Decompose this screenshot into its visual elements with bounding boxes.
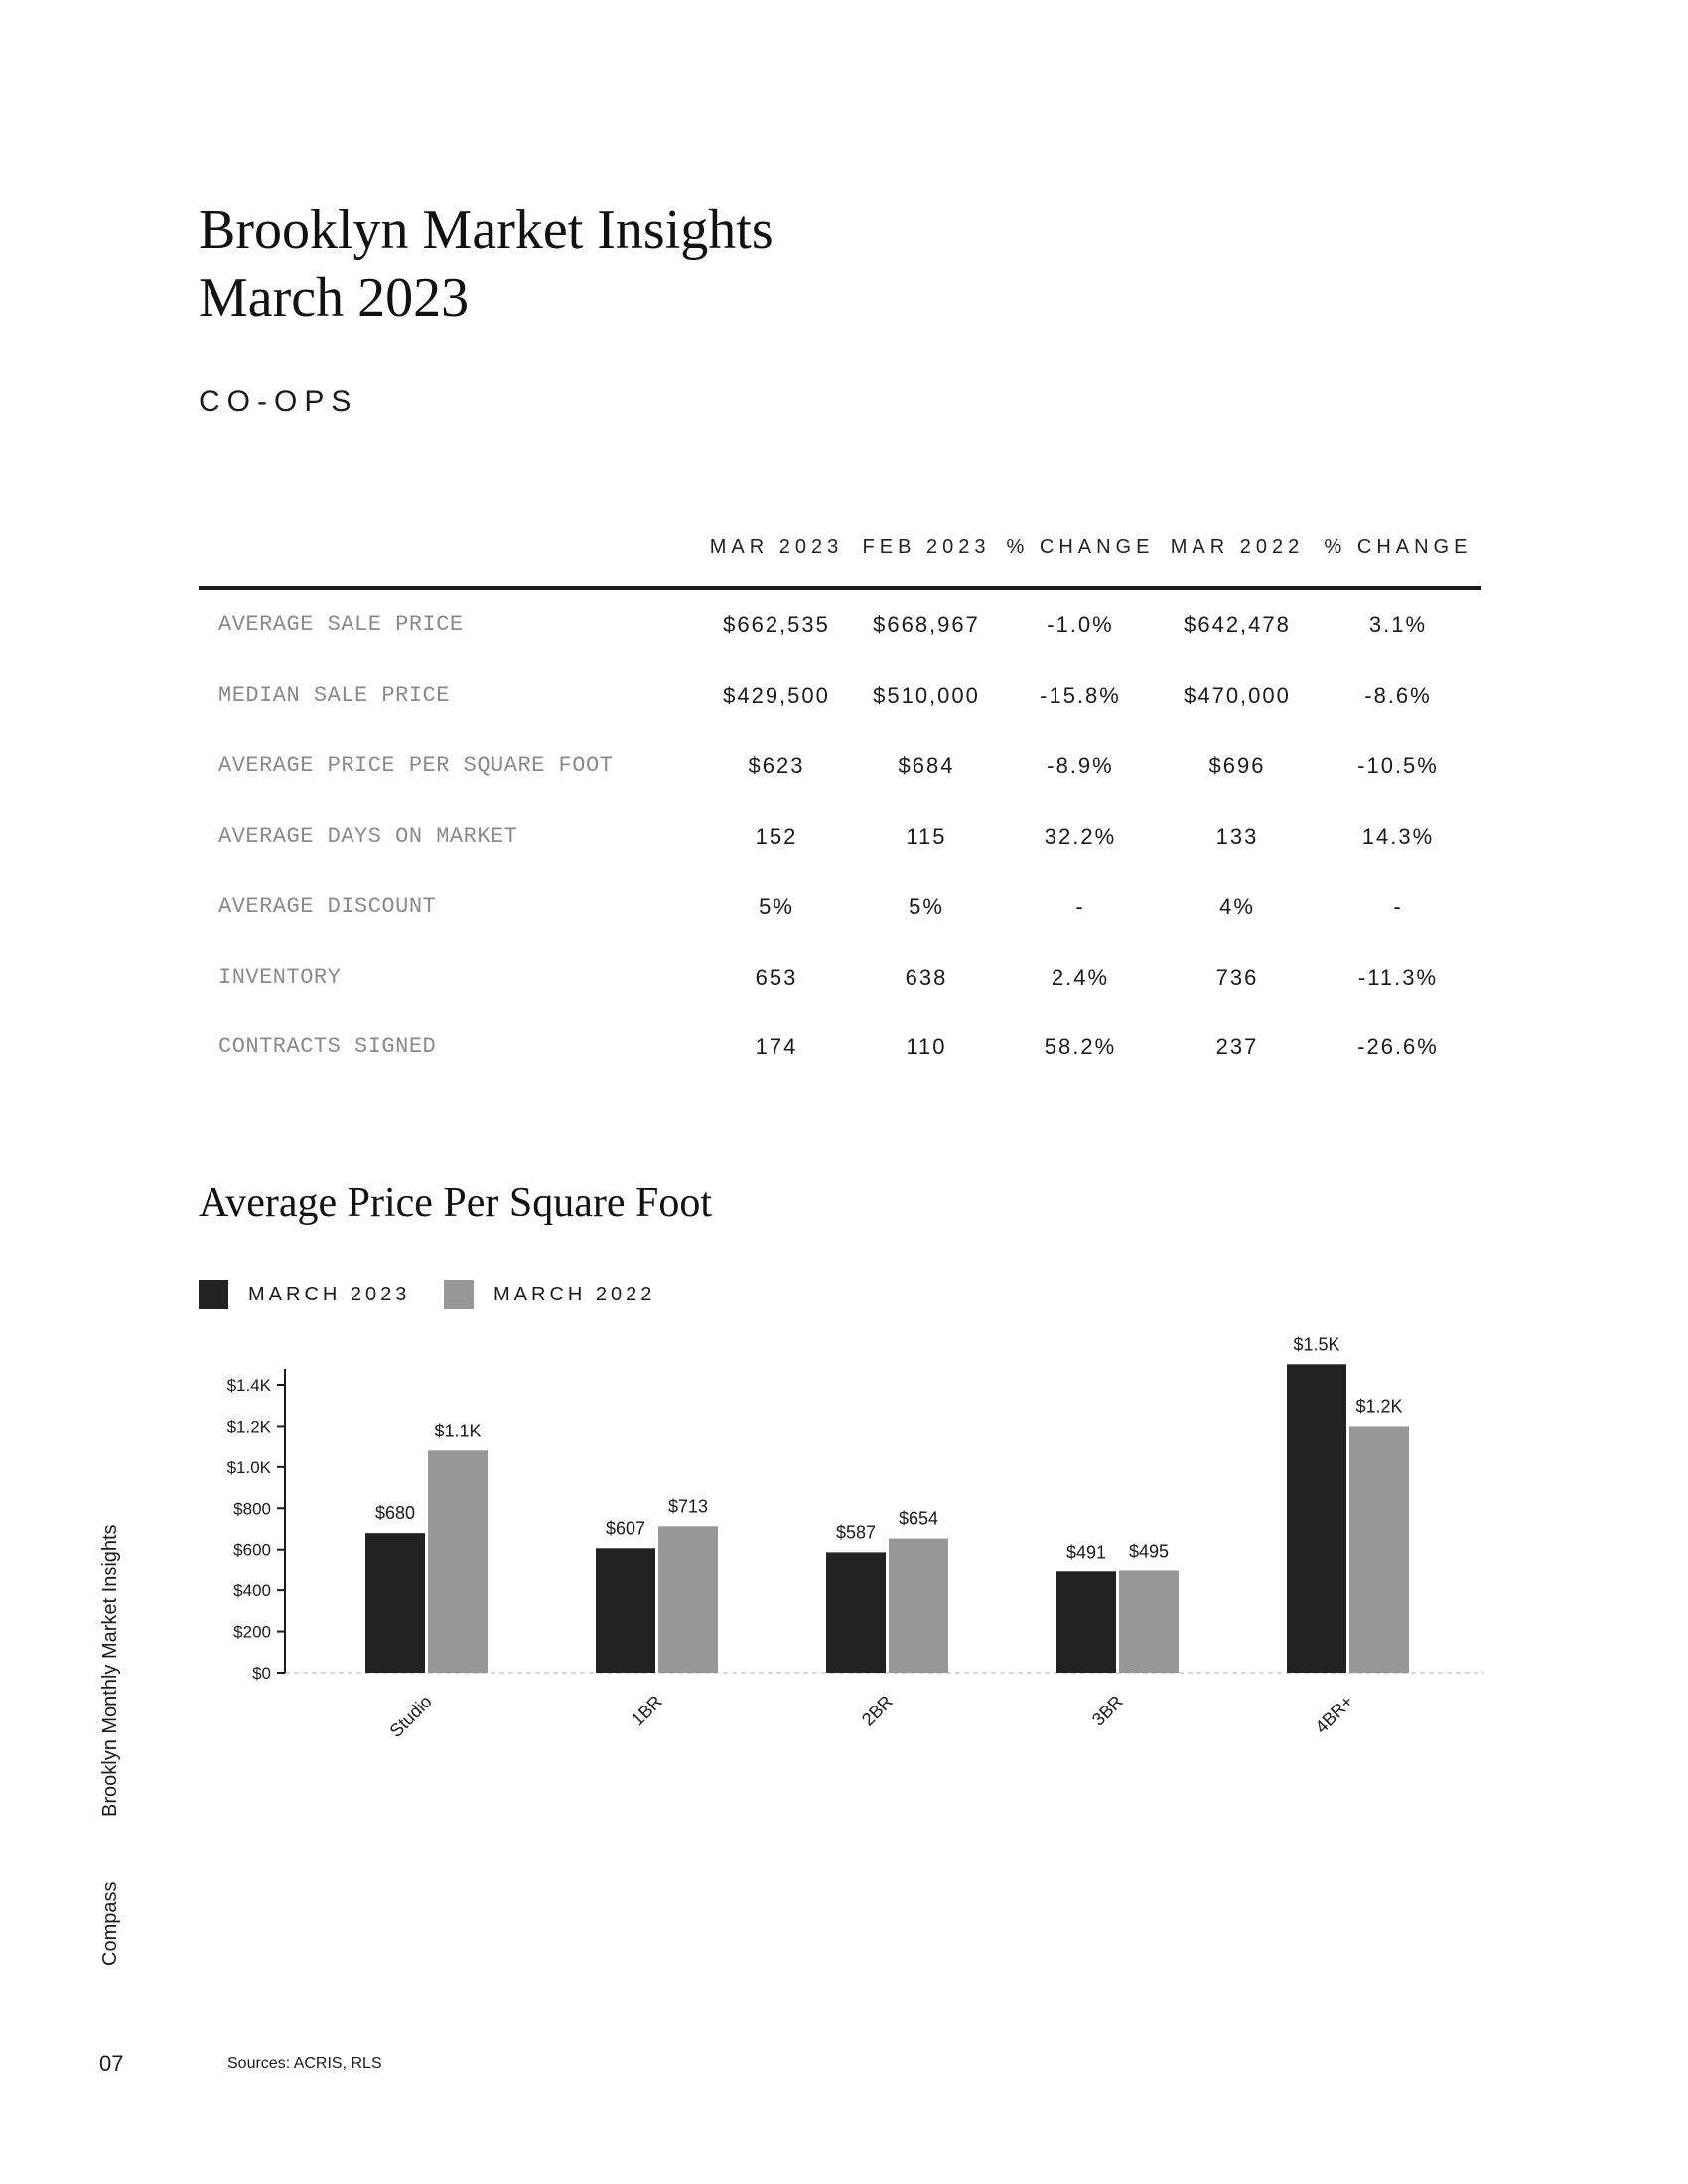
cell: 174 [755, 1034, 798, 1059]
x-category-label: 1BR [627, 1691, 666, 1730]
table-row [0, 965, 1688, 1005]
table-row [0, 1034, 1688, 1074]
side-brand: Compass [99, 1881, 121, 1966]
cell: 2.4% [1051, 965, 1110, 990]
sources-note: Sources: ACRIS, RLS [227, 2055, 382, 2072]
row-label: AVERAGE DISCOUNT [218, 894, 437, 919]
cell: -8.6% [1364, 683, 1432, 708]
cell: -26.6% [1357, 1034, 1439, 1059]
y-tick-label: $800 [233, 1499, 271, 1519]
bar-value-label: $1.5K [1293, 1334, 1340, 1355]
bar-value-label: $1.2K [1355, 1396, 1403, 1417]
page-title [199, 197, 774, 332]
table-row [0, 613, 1688, 652]
bar-value-label: $654 [898, 1508, 939, 1529]
cell: 653 [755, 965, 798, 990]
bar-value-label: $713 [667, 1496, 709, 1517]
cell: -11.3% [1357, 965, 1439, 990]
row-label: AVERAGE PRICE PER SQUARE FOOT [218, 753, 614, 778]
table-row [0, 753, 1688, 793]
cell: -1.0% [1047, 613, 1114, 637]
column-header-mar-2022: MAR 2022 [1170, 536, 1305, 558]
column-header-change-year: % CHANGE [1324, 536, 1473, 558]
cell: 5% [759, 894, 794, 919]
table-header-rule [199, 586, 1481, 590]
cell: 115 [906, 824, 947, 849]
table-header [0, 536, 1688, 576]
bar [1287, 1364, 1346, 1673]
bar [658, 1526, 718, 1673]
y-tick-label: $1.4K [226, 1376, 271, 1395]
cell: - [1393, 894, 1403, 919]
bar-value-label: $495 [1128, 1541, 1170, 1562]
table-row [0, 824, 1688, 864]
y-tick-label: $1.0K [226, 1457, 271, 1477]
page-number: 07 [99, 2051, 124, 2076]
y-tick-label: $600 [233, 1540, 271, 1560]
legend-label: MARCH 2022 [493, 1283, 656, 1305]
cell: 14.3% [1361, 824, 1435, 849]
cell: $429,500 [723, 683, 830, 708]
x-category-label: 2BR [857, 1691, 897, 1730]
section-label: CO-OPS [199, 385, 358, 418]
cell: $623 [748, 753, 805, 778]
cell: 5% [909, 894, 944, 919]
row-label: AVERAGE SALE PRICE [218, 613, 464, 637]
legend-label: MARCH 2023 [248, 1283, 411, 1305]
cell: 58.2% [1044, 1034, 1117, 1059]
chart-title: Average Price Per Square Foot [199, 1180, 713, 1226]
cell: $470,000 [1184, 683, 1291, 708]
bar-value-label: $680 [374, 1503, 416, 1524]
bar [826, 1552, 886, 1673]
cell: 110 [906, 1034, 947, 1059]
legend-item-march-2023 [199, 1279, 410, 1310]
cell: -8.9% [1047, 753, 1114, 778]
side-publication: Brooklyn Monthly Market Insights [99, 1524, 121, 1817]
row-label: AVERAGE DAYS ON MARKET [218, 824, 518, 849]
x-category-label: Studio [385, 1691, 436, 1741]
legend-swatch [199, 1280, 228, 1309]
bar [1119, 1570, 1179, 1673]
cell: 237 [1215, 1034, 1259, 1059]
cell: 152 [755, 824, 798, 849]
y-tick-label: $200 [233, 1622, 271, 1642]
cell: 736 [1215, 965, 1259, 990]
bar [365, 1533, 425, 1673]
cell: $696 [1208, 753, 1266, 778]
cell: $510,000 [873, 683, 980, 708]
cell: -15.8% [1040, 683, 1121, 708]
cell: 133 [1215, 824, 1259, 849]
row-label: CONTRACTS SIGNED [218, 1034, 437, 1059]
bar-value-label: $1.1K [434, 1421, 482, 1441]
row-label: MEDIAN SALE PRICE [218, 683, 450, 708]
x-category-label: 3BR [1087, 1691, 1127, 1730]
y-tick-label: $1.2K [226, 1417, 271, 1436]
x-category-label: 4BR+ [1311, 1691, 1357, 1738]
cell: - [1075, 894, 1085, 919]
y-tick-label: $0 [252, 1664, 271, 1683]
column-header-change-month: % CHANGE [1006, 536, 1155, 558]
column-header-feb-2023: FEB 2023 [862, 536, 991, 558]
cell: $642,478 [1184, 613, 1291, 637]
cell: 32.2% [1044, 824, 1117, 849]
table-row [0, 683, 1688, 723]
bar-chart [0, 1330, 1688, 1767]
cell: -10.5% [1357, 753, 1439, 778]
bar [889, 1539, 948, 1673]
y-tick-label: $400 [233, 1581, 271, 1601]
cell: $662,535 [723, 613, 830, 637]
table-row [0, 894, 1688, 934]
bar [1349, 1426, 1409, 1673]
bar [596, 1548, 655, 1673]
legend-swatch [444, 1280, 474, 1309]
bar-value-label: $587 [835, 1522, 877, 1543]
cell: 638 [905, 965, 948, 990]
cell: 3.1% [1368, 613, 1428, 637]
title-line-2: March 2023 [199, 267, 470, 329]
bar [1056, 1571, 1116, 1673]
column-header-mar-2023: MAR 2023 [709, 536, 844, 558]
cell: $684 [898, 753, 955, 778]
bar [428, 1450, 488, 1673]
row-label: INVENTORY [218, 965, 342, 990]
bar-value-label: $607 [605, 1518, 646, 1539]
bar-value-label: $491 [1065, 1542, 1107, 1563]
title-line-1: Brooklyn Market Insights [199, 200, 774, 261]
cell: 4% [1219, 894, 1255, 919]
legend-item-march-2022 [444, 1279, 655, 1310]
cell: $668,967 [873, 613, 980, 637]
